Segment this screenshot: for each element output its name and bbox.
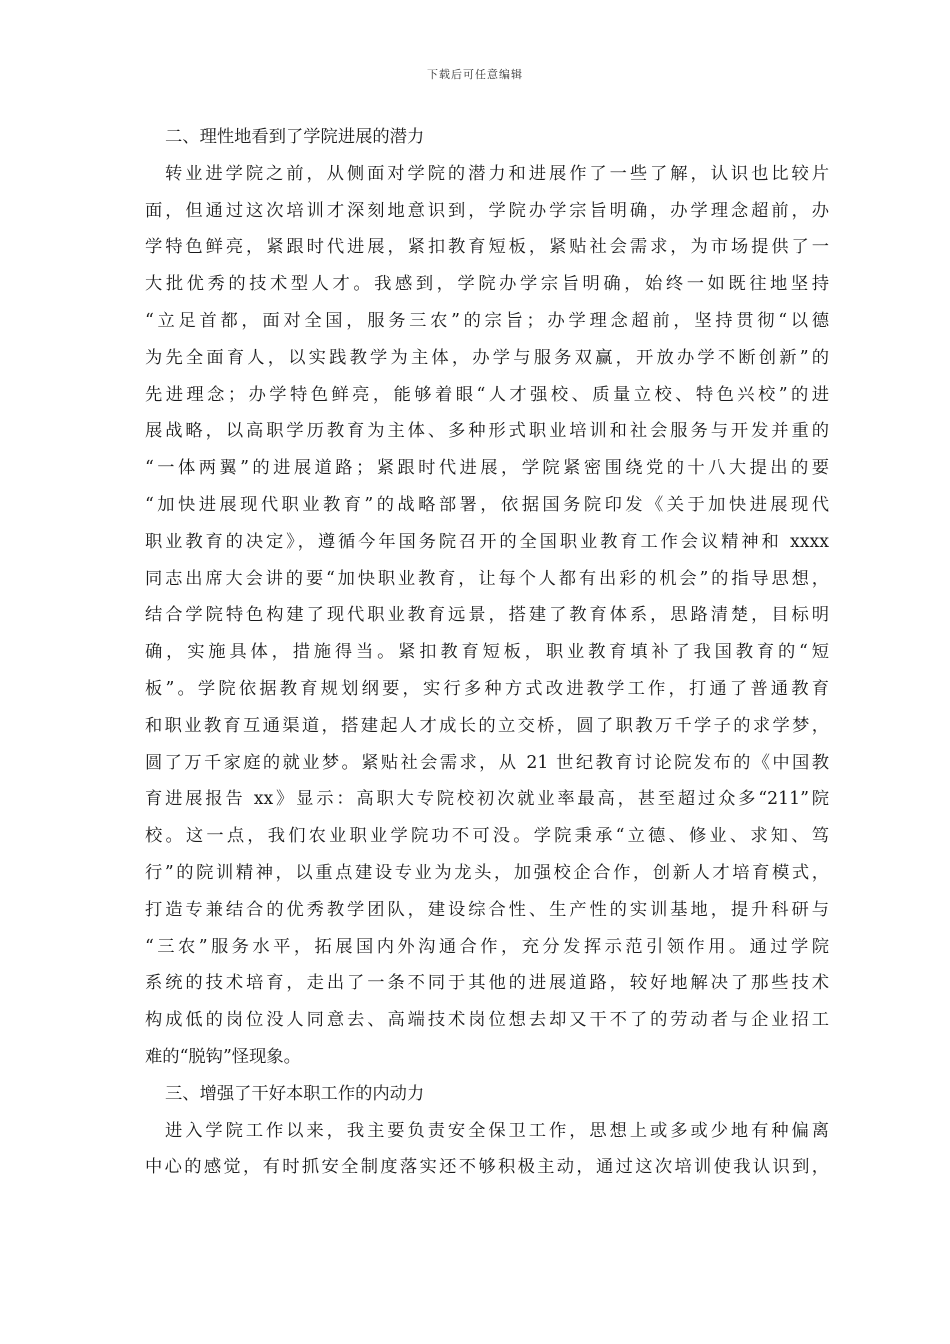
paragraph-line: 先进理念；办学特色鲜亮，能够着眼“人才强校、质量立校、特色兴校”的进 [145,384,829,405]
paragraph-line: 职业教育的决定》，遵循今年国务院召开的全国职业教育工作会议精神和 xxxx [145,531,829,552]
paragraph-line: 进入学院工作以来，我主要负责安全保卫工作，思想上或多或少地有种偏离 [165,1120,829,1141]
paragraph-line: 和职业教育互通渠道，搭建起人才成长的立交桥，圆了职教万千学子的求学梦， [145,715,829,736]
paragraph-line: 展战略，以高职学历教育为主体、多种形式职业培训和社会服务与开发并重的 [145,421,829,442]
paragraph-line: 行”的院训精神，以重点建设专业为龙头，加强校企合作，创新人才培育模式， [145,862,829,883]
paragraph-line: 大批优秀的技术型人才。我感到，学院办学宗旨明确，始终一如既往地坚持 [145,274,829,295]
paragraph-line: 结合学院特色构建了现代职业教育远景，搭建了教育体系，思路清楚，目标明 [145,605,829,626]
paragraph-line: 同志出席大会讲的要“加快职业教育，让每个人都有出彩的机会”的指导思想， [145,568,829,589]
paragraph-line: 圆了万千家庭的就业梦。紧贴社会需求，从 21 世纪教育讨论院发布的《中国教 [145,752,829,773]
header-note: 下载后可任意编辑 [427,68,523,81]
paragraph-line: 校。这一点，我们农业职业学院功不可没。学院秉承“立德、修业、求知、笃 [145,826,829,847]
paragraph-line: “立足首都，面对全国，服务三农”的宗旨；办学理念超前，坚持贯彻“以德 [145,310,829,331]
paragraph-line: 板”。学院依据教育规划纲要，实行多种方式改进教学工作，打通了普通教育 [145,678,829,699]
paragraph-line: 中心的感觉，有时抓安全制度落实还不够积极主动，通过这次培训使我认识到， [145,1157,829,1178]
paragraph-line: 转业进学院之前，从侧面对学院的潜力和进展作了一些了解，认识也比较片 [165,163,829,184]
paragraph-line: “三农”服务水平，拓展国内外沟通合作，充分发挥示范引领作用。通过学院 [145,936,829,957]
paragraph-line: 构成低的岗位没人同意去、高端技术岗位想去却又干不了的劳动者与企业招工 [145,1010,829,1031]
paragraph-line: 系统的技术培育，走出了一条不同于其他的进展道路，较好地解决了那些技术 [145,973,829,994]
paragraph-line: 学特色鲜亮，紧跟时代进展，紧扣教育短板，紧贴社会需求，为市场提供了一 [145,237,829,258]
paragraph-line: 打造专兼结合的优秀教学团队，建设综合性、生产性的实训基地，提升科研与 [145,899,829,920]
paragraph-line: 育进展报告 xx》显示：高职大专院校初次就业率最高，甚至超过众多“211”院 [145,789,829,810]
paragraph-line: 确，实施具体，措施得当。紧扣教育短板，职业教育填补了我国教育的“短 [145,642,829,663]
document-body [145,119,829,1186]
section-heading: 二、理性地看到了学院进展的潜力 [165,127,425,147]
paragraph-line: 面，但通过这次培训才深刻地意识到，学院办学宗旨明确，办学理念超前，办 [145,200,829,221]
paragraph-line: 为先全面育人，以实践教学为主体，办学与服务双赢，开放办学不断创新”的 [145,347,829,368]
paragraph-line: “加快进展现代职业教育”的战略部署，依据国务院印发《关于加快进展现代 [145,494,829,515]
paragraph-line: “一体两翼”的进展道路；紧跟时代进展，学院紧密围绕党的十八大提出的要 [145,458,829,479]
section-heading: 三、增强了干好本职工作的内动力 [165,1083,425,1104]
paragraph-line: 难的“脱钩”怪现象。 [145,1046,301,1067]
